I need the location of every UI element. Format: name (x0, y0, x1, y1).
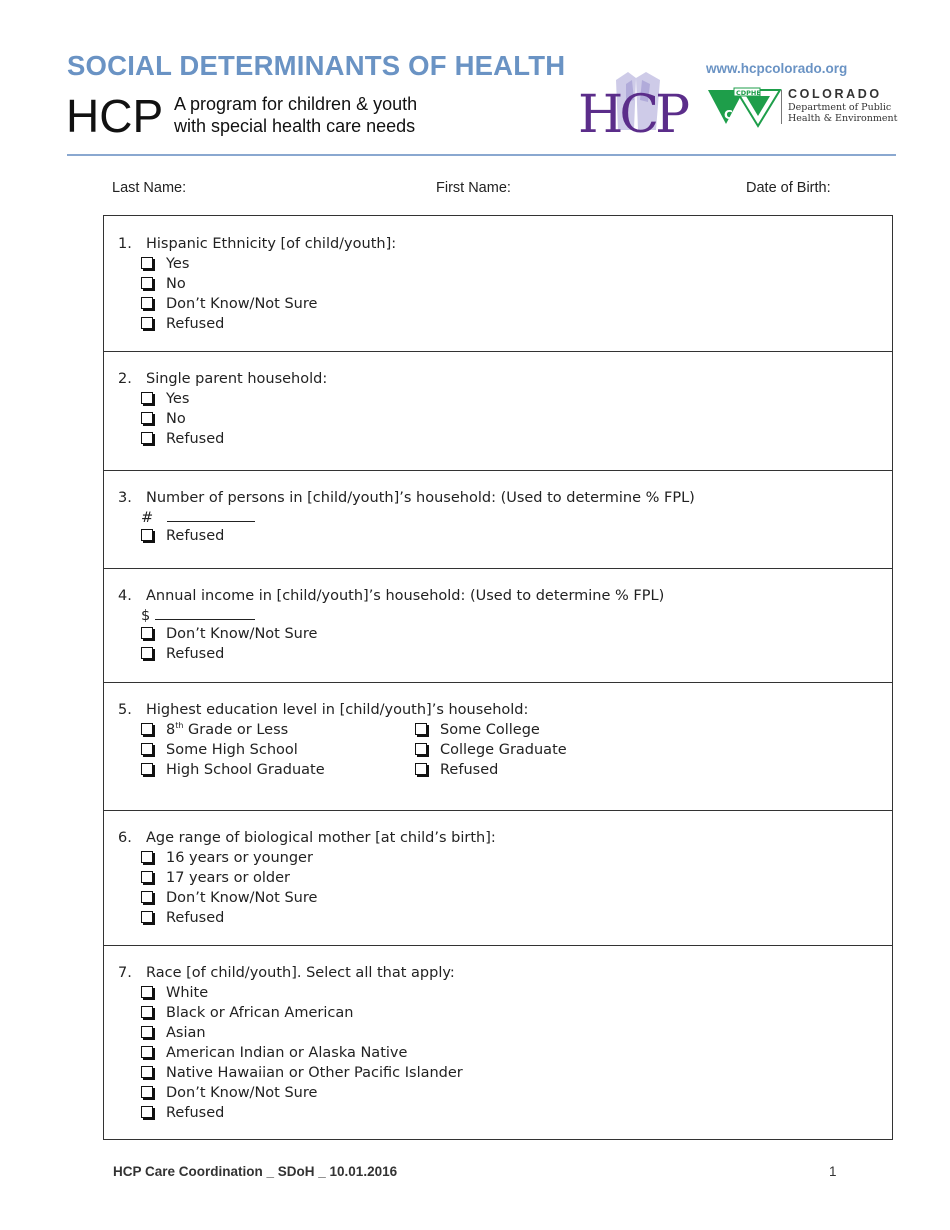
question-4 (104, 568, 892, 683)
option-no[interactable]: No (141, 274, 186, 294)
option-16-or-younger[interactable]: 16 years or younger (141, 848, 313, 868)
checkbox-icon[interactable] (415, 723, 427, 735)
checkbox-icon[interactable] (141, 1006, 153, 1018)
household-count-field[interactable]: # (141, 507, 255, 528)
checkbox-icon[interactable] (141, 392, 153, 404)
income-blank[interactable] (155, 605, 255, 620)
program-tagline (174, 93, 417, 137)
question-6 (104, 810, 892, 946)
question-text: 2. Single parent household: (118, 371, 328, 387)
checkbox-icon[interactable] (141, 851, 153, 863)
checkbox-icon[interactable] (141, 412, 153, 424)
option-no[interactable]: No (141, 409, 186, 429)
co-badge-text: CO (724, 108, 744, 122)
household-count-blank[interactable] (167, 507, 255, 522)
page-number: 1 (829, 1164, 837, 1179)
option-yes[interactable]: Yes (141, 389, 189, 409)
checkbox-icon[interactable] (415, 763, 427, 775)
checkbox-icon[interactable] (141, 1066, 153, 1078)
option-dont-know[interactable]: Don’t Know/Not Sure (141, 294, 317, 314)
checkbox-icon[interactable] (141, 277, 153, 289)
tagline-line-1: A program for children & youth (174, 94, 418, 114)
option-refused[interactable]: Refused (415, 760, 498, 780)
option-native-hawaiian[interactable]: Native Hawaiian or Other Pacific Islander (141, 1063, 463, 1083)
last-name-label[interactable]: Last Name: (112, 180, 187, 196)
question-text: 4. Annual income in [child/youth]’s household: (Used to determine % FPL) (118, 588, 665, 604)
checkbox-icon[interactable] (141, 871, 153, 883)
option-dont-know[interactable]: Don’t Know/Not Sure (141, 888, 317, 908)
checkbox-icon[interactable] (141, 257, 153, 269)
question-text: 3. Number of persons in [child/youth]’s household: (Used to determine % FPL) (118, 490, 695, 506)
question-1 (104, 216, 892, 352)
option-dont-know[interactable]: Don’t Know/Not Sure (141, 624, 317, 644)
checkbox-icon[interactable] (141, 627, 153, 639)
checkbox-icon[interactable] (141, 723, 153, 735)
checkbox-icon[interactable] (141, 891, 153, 903)
checkbox-icon[interactable] (141, 911, 153, 923)
checkbox-icon[interactable] (141, 986, 153, 998)
option-refused[interactable]: Refused (141, 644, 224, 664)
questionnaire (103, 215, 893, 1140)
question-text: 7. Race [of child/youth]. Select all that apply: (118, 965, 455, 981)
checkbox-icon[interactable] (141, 1046, 153, 1058)
header-rule (67, 154, 896, 156)
question-text: 6. Age range of biological mother [at child’s birth]: (118, 830, 496, 846)
option-asian[interactable]: Asian (141, 1023, 206, 1043)
option-dont-know[interactable]: Don’t Know/Not Sure (141, 1083, 317, 1103)
option-refused[interactable]: Refused (141, 429, 224, 449)
option-refused[interactable]: Refused (141, 1103, 224, 1123)
question-2 (104, 351, 892, 471)
page-title: SOCIAL DETERMINANTS OF HEALTH (67, 50, 566, 81)
checkbox-icon[interactable] (141, 743, 153, 755)
tagline-line-2: with special health care needs (174, 116, 416, 136)
option-some-high-school[interactable]: Some High School (141, 740, 298, 760)
logo-divider (781, 90, 782, 124)
option-college-graduate[interactable]: College Graduate (415, 740, 567, 760)
hcp-logo (576, 70, 698, 138)
checkbox-icon[interactable] (141, 1026, 153, 1038)
option-17-or-older[interactable]: 17 years or older (141, 868, 290, 888)
cdphe-name (788, 86, 897, 124)
option-refused[interactable]: Refused (141, 314, 224, 334)
option-8th-grade[interactable]: 8th Grade or Less (141, 720, 288, 740)
option-refused[interactable]: Refused (141, 526, 224, 546)
program-abbrev: HCP (66, 90, 164, 142)
checkbox-icon[interactable] (141, 1086, 153, 1098)
option-black[interactable]: Black or African American (141, 1003, 353, 1023)
question-7 (104, 945, 892, 1139)
question-text: 5. Highest education level in [child/youth]’s household: (118, 702, 529, 718)
checkbox-icon[interactable] (141, 297, 153, 309)
colorado-badge-icon (706, 86, 782, 128)
option-high-school-graduate[interactable]: High School Graduate (141, 760, 325, 780)
question-text: 1. Hispanic Ethnicity [of child/youth]: (118, 236, 397, 252)
checkbox-icon[interactable] (141, 1106, 153, 1118)
dob-label[interactable]: Date of Birth: (746, 180, 831, 196)
co-badge-top-text: CDPHE (736, 89, 761, 97)
option-refused[interactable]: Refused (141, 908, 224, 928)
option-yes[interactable]: Yes (141, 254, 189, 274)
checkbox-icon[interactable] (141, 529, 153, 541)
checkbox-icon[interactable] (141, 763, 153, 775)
website-link[interactable]: www.hcpcolorado.org (706, 61, 848, 76)
question-3 (104, 470, 892, 569)
question-5 (104, 682, 892, 811)
first-name-label[interactable]: First Name: (436, 180, 511, 196)
hcp-logo-text: HCP (578, 85, 687, 138)
dept-line-1: Department of Public (788, 102, 892, 113)
option-white[interactable]: White (141, 983, 208, 1003)
footer-doc-id: HCP Care Coordination _ SDoH _ 10.01.2016 (113, 1164, 398, 1179)
checkbox-icon[interactable] (141, 432, 153, 444)
checkbox-icon[interactable] (141, 647, 153, 659)
option-some-college[interactable]: Some College (415, 720, 540, 740)
option-american-indian[interactable]: American Indian or Alaska Native (141, 1043, 407, 1063)
checkbox-icon[interactable] (415, 743, 427, 755)
income-field[interactable]: $ (141, 605, 255, 626)
state-name: COLORADO (788, 87, 882, 101)
checkbox-icon[interactable] (141, 317, 153, 329)
dept-line-2: Health & Environment (788, 113, 898, 124)
